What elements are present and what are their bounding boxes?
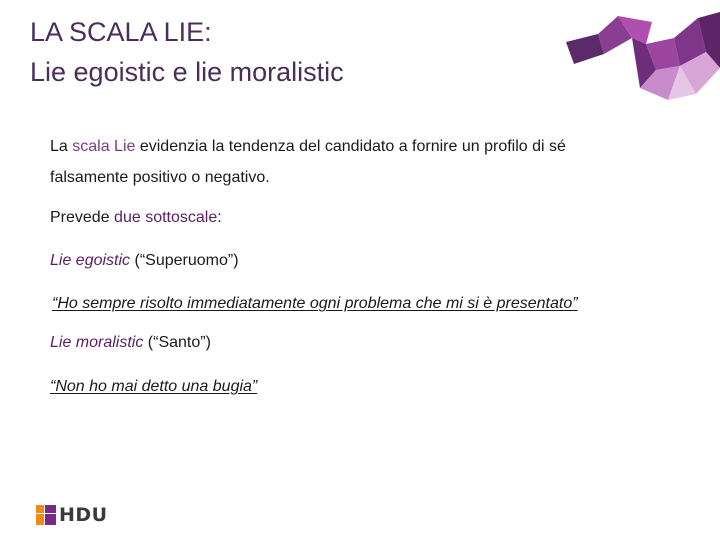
egoistic-quote: “Ho sempre risolto immediatamente ogni problema che mi si è presentato”: [52, 295, 578, 312]
intro-text: La: [50, 138, 73, 155]
moralistic-label: Lie moralistic: [50, 334, 144, 351]
intro-line-2: falsamente positivo o negativo.: [50, 169, 270, 186]
intro-text-cont: evidenzia la tendenza del candidato a fornire un profilo di sé: [135, 138, 566, 155]
hdu-logo-mark-icon: [36, 505, 56, 525]
subscales-line: [50, 203, 222, 232]
egoistic-note: (“Superuomo”): [130, 252, 239, 269]
subscales-suffix: :: [217, 209, 222, 226]
title-line-1: LA SCALA LIE:: [30, 17, 212, 47]
intro-highlight: scala Lie: [72, 138, 136, 155]
title-line-2: Lie egoistic e lie moralistic: [30, 57, 344, 87]
ribbon-decoration: [556, 8, 720, 108]
hdu-logo-text: HDU: [59, 504, 108, 526]
egoistic-line: [50, 246, 239, 275]
egoistic-label: Lie egoistic: [50, 252, 131, 269]
moralistic-line: [50, 328, 211, 357]
subscales-highlight: due sottoscale: [114, 209, 218, 226]
moralistic-note: (“Santo”): [143, 334, 211, 351]
intro-line-1: [50, 132, 566, 161]
slide-title: [30, 12, 344, 92]
subscales-prefix: Prevede: [50, 209, 115, 226]
moralistic-quote: “Non ho mai detto una bugia”: [50, 378, 258, 395]
hdu-logo: [36, 504, 108, 526]
